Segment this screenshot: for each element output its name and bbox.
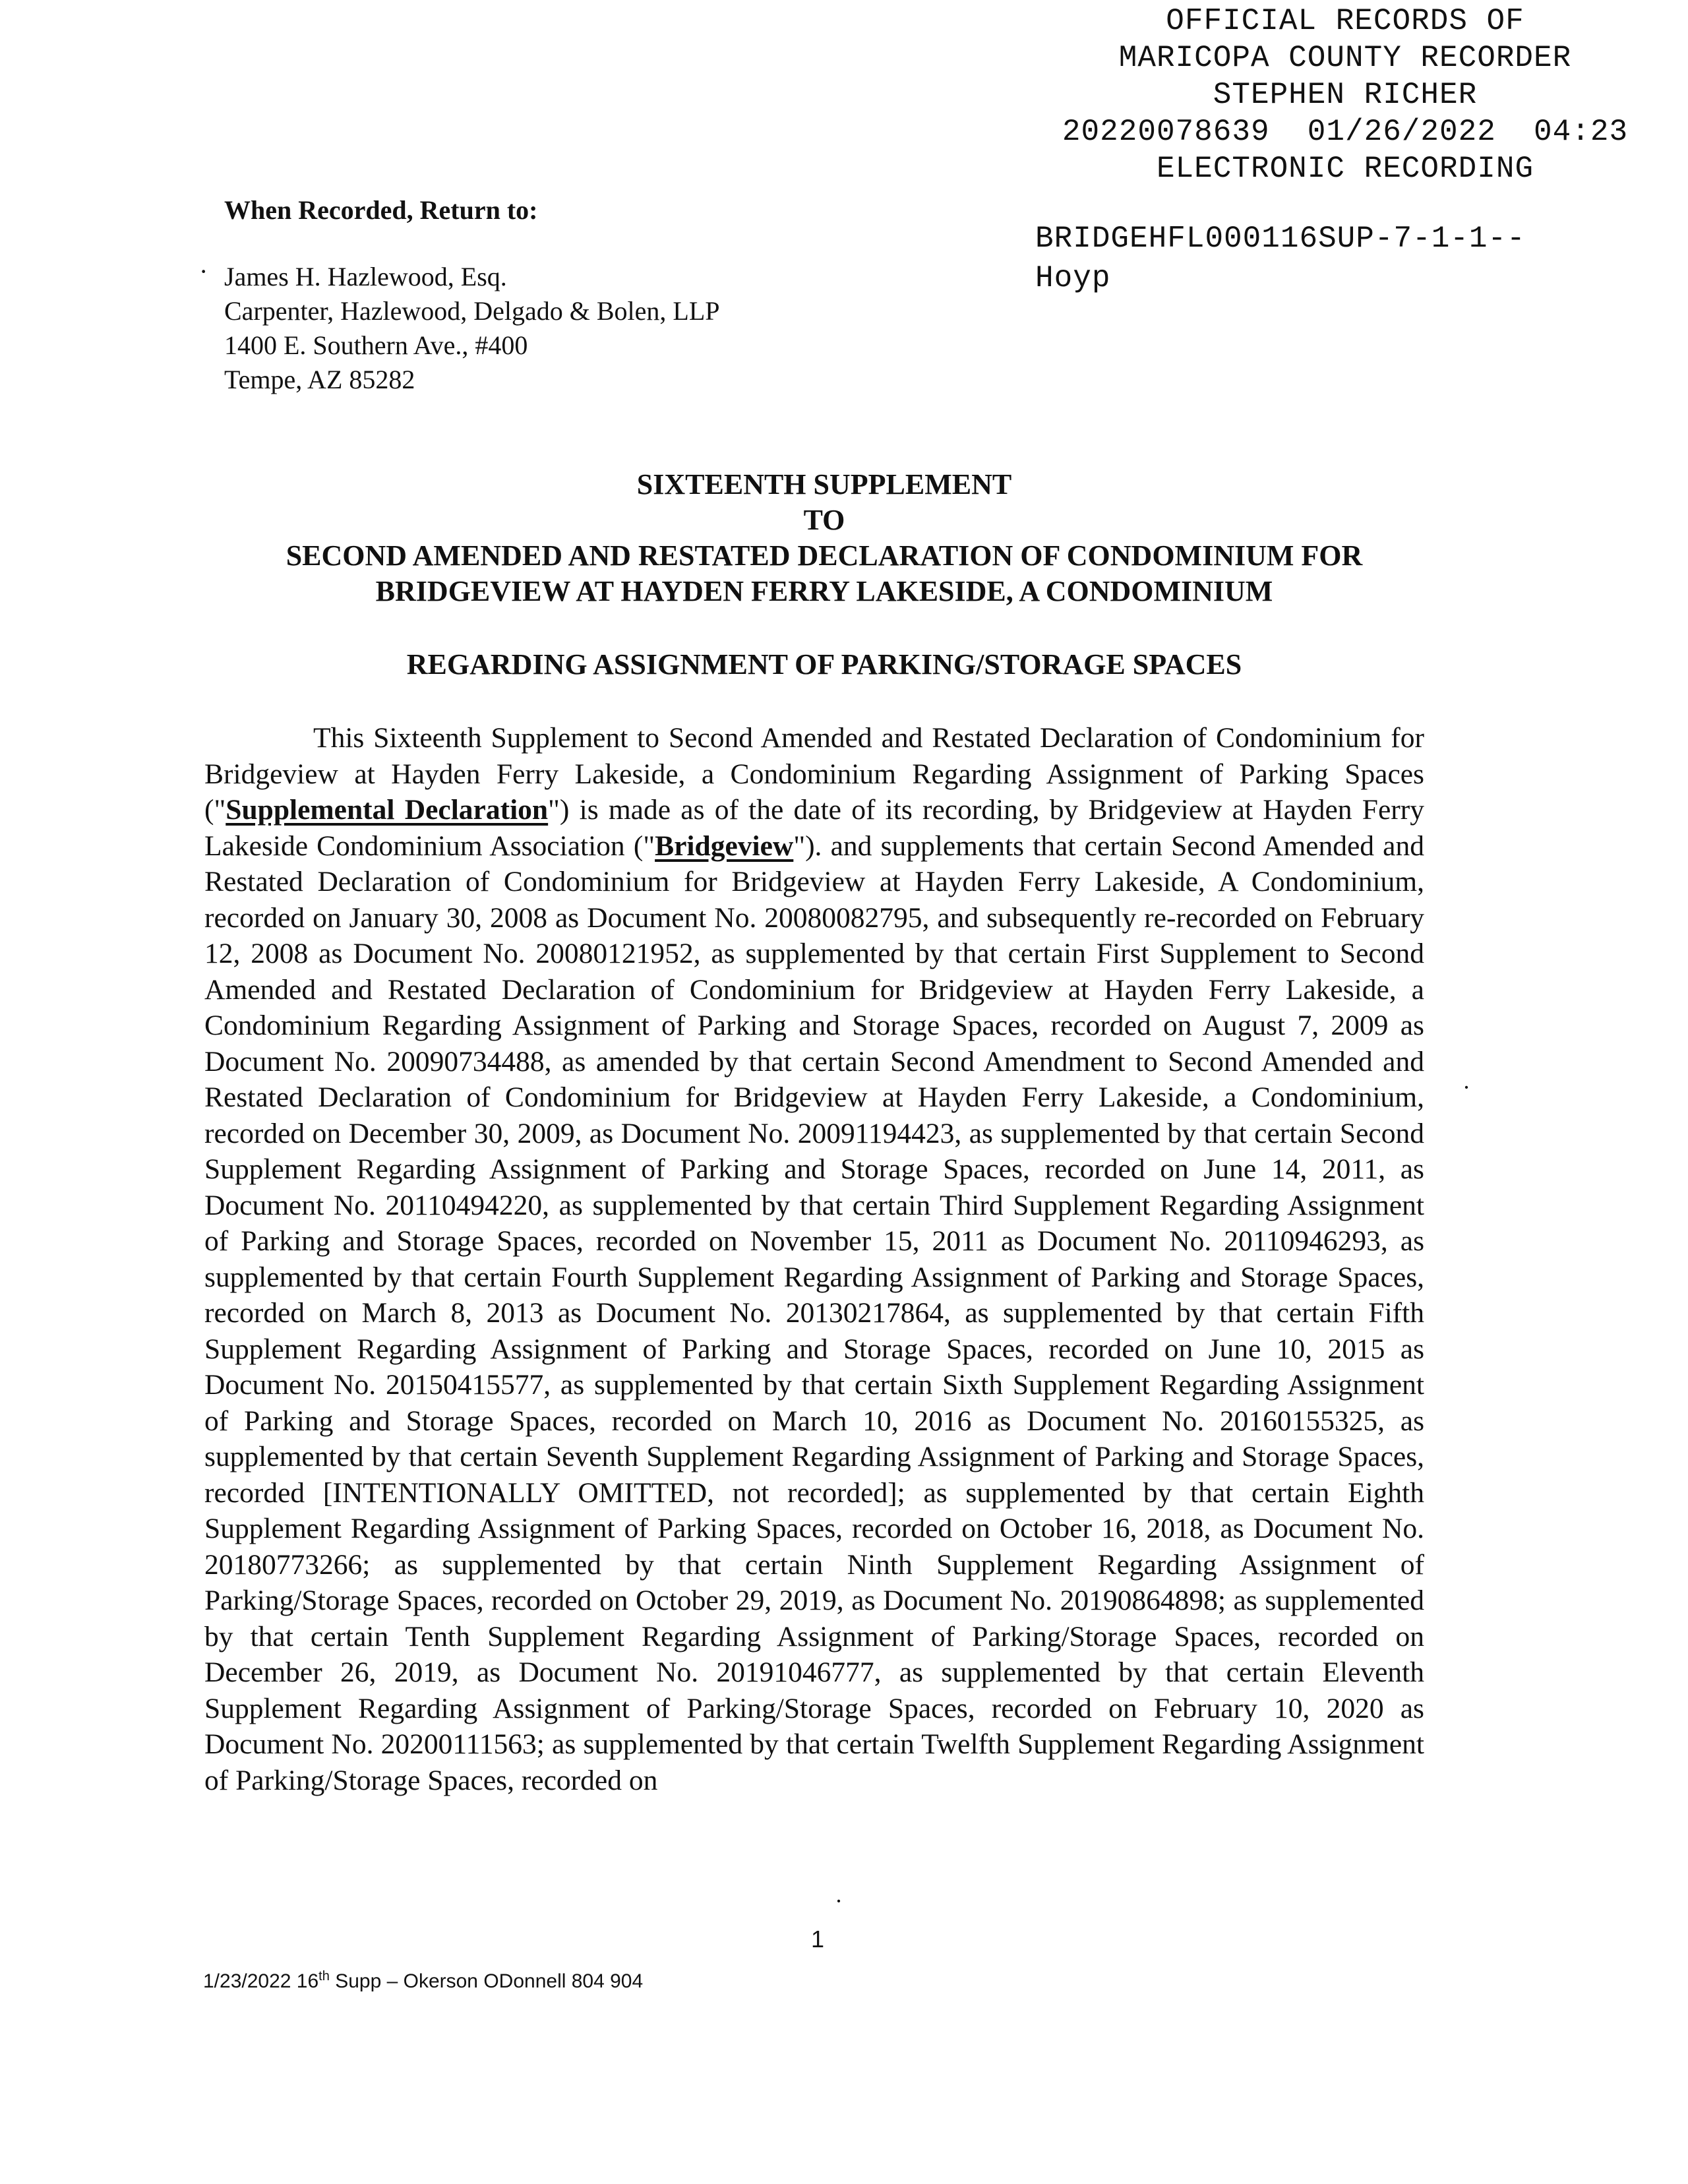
body-text-1: This Sixteenth Supplement to Second Amended and Restated Declaration of Condominium for Bridgeview at Hayden Ferry Lakeside, a Condominium Regarding Assignment of Parking Spaces (" <box>204 722 1424 826</box>
document-subtitle: REGARDING ASSIGNMENT OF PARKING/STORAGE SPACES <box>406 648 1242 681</box>
stamp-line-5: ELECTRONIC RECORDING <box>1156 152 1534 186</box>
return-to-label: When Recorded, Return to: <box>224 195 538 225</box>
body-text-2: ") is made as of the date of its recording, by Bridgeview at Hayden Ferry Lakeside Condominium Association (" <box>204 794 1424 862</box>
document-code-line-1: BRIDGEHFL000116SUP-7-1-1-- <box>1035 222 1526 256</box>
footer-description: Supp – Okerson ODonnell 804 904 <box>329 1970 644 1992</box>
return-address <box>224 260 720 397</box>
stamp-line-3: STEPHEN RICHER <box>1213 78 1478 112</box>
document-code <box>1035 219 1629 298</box>
stamp-line-1: OFFICIAL RECORDS OF <box>1166 4 1524 38</box>
title-line-3: SECOND AMENDED AND RESTATED DECLARATION OF CONDOMINIUM FOR <box>286 539 1363 572</box>
stray-mark: · <box>835 1888 843 1914</box>
document-code-line-2: Hoyp <box>1035 261 1111 295</box>
address-city: Tempe, AZ 85282 <box>224 365 415 394</box>
address-street: 1400 E. Southern Ave., #400 <box>224 330 528 360</box>
recorder-stamp <box>1029 3 1662 187</box>
bullet-mark: · <box>199 257 208 286</box>
footer-superscript: th <box>318 1969 330 1984</box>
body-text-3: "). and supplements that certain Second Amended and Restated Declaration of Condominium for Bridgeview at Hayden Ferry Lakeside, A Condominium, recorded on January 30, 2008 as Document No. 20080082795, and subsequently re-recorded on February 12, 2008 as Document No. 20080121952, as supplemented by that certain First Supplement to Second Amended and Restated Declaration of Condominium for Bridgeview at Hayden Ferry Lakeside, a Condominium Regarding Assignment of Parking and Storage Spaces, recorded on August 7, 2009 as Document No. 20090734488, as amended by that certain Second Amendment to Second Amended and Restated Declaration of Condominium for Bridgeview at Hayden Ferry Lakeside, a Condominium, recorded on December 30, 2009, as Document No. 20091194423, as supplemented by that certain Second Supplement Regarding Assignment of Parking and Storage Spaces, recorded on June 14, 2011, as Document No. 20110494220, as supplemented by that certain Third Supplement Regarding Assignment of Parking and Storage Spaces, recorded on November 15, 2011 as Document No. 20110946293, as supplemented by that certain Fourth Supplement Regarding Assignment of Parking and Storage Spaces, recorded on March 8, 2013 as Document No. 20130217864, as supplemented by that certain Fifth Supplement Regarding Assignment of Parking and Storage Spaces, recorded on June 10, 2015 as Document No. 20150415577, as supplemented by that certain Sixth Supplement Regarding Assignment of Parking and Storage Spaces, recorded on March 10, 2016 as Document No. 20160155325, as supplemented by that certain Seventh Supplement Regarding Assignment of Parking and Storage Spaces, recorded [INTENTIONALLY OMITTED, not recorded]; as supplemented by that certain Eighth Supplement Regarding Assignment of Parking Spaces, recorded on October 16, 2018, as Document No. 20180773266; as supplemented by that certain Ninth Supplement Regarding Assignment of Parking/Storage Spaces, recorded on October 29, 2019, as Document No. 20190864898; as supplemented by that certain Tenth Supplement Regarding Assignment of Parking/Storage Spaces, recorded on December 26, 2019, as Document No. 20191046777, as supplemented by that certain Eleventh Supplement Regarding Assignment of Parking/Storage Spaces, recorded on February 10, 2020 as Document No. 20200111563; as supplemented by that certain Twelfth Supplement Regarding Assignment of Parking/Storage Spaces, recorded on <box>204 830 1424 1796</box>
document-title <box>198 467 1451 609</box>
defined-term-bridgeview: Bridgeview <box>655 830 794 862</box>
address-name: James H. Hazlewood, Esq. <box>224 262 507 291</box>
defined-term-supplemental-declaration: Supplemental Declaration <box>226 794 549 826</box>
footer-date: 1/23/2022 16 <box>203 1970 319 1992</box>
stray-mark: · <box>1462 1074 1470 1101</box>
footer-note <box>203 1969 643 1993</box>
title-line-1: SIXTEENTH SUPPLEMENT <box>636 468 1012 501</box>
body-paragraph <box>204 720 1424 1798</box>
stamp-line-4: 20220078639 01/26/2022 04:23 <box>1062 115 1629 149</box>
title-line-4: BRIDGEVIEW AT HAYDEN FERRY LAKESIDE, A CONDOMINIUM <box>375 575 1273 607</box>
address-firm: Carpenter, Hazlewood, Delgado & Bolen, LLP <box>224 296 720 326</box>
page-number: 1 <box>810 1926 825 1953</box>
title-line-2: TO <box>803 504 845 536</box>
stamp-line-2: MARICOPA COUNTY RECORDER <box>1118 41 1572 75</box>
